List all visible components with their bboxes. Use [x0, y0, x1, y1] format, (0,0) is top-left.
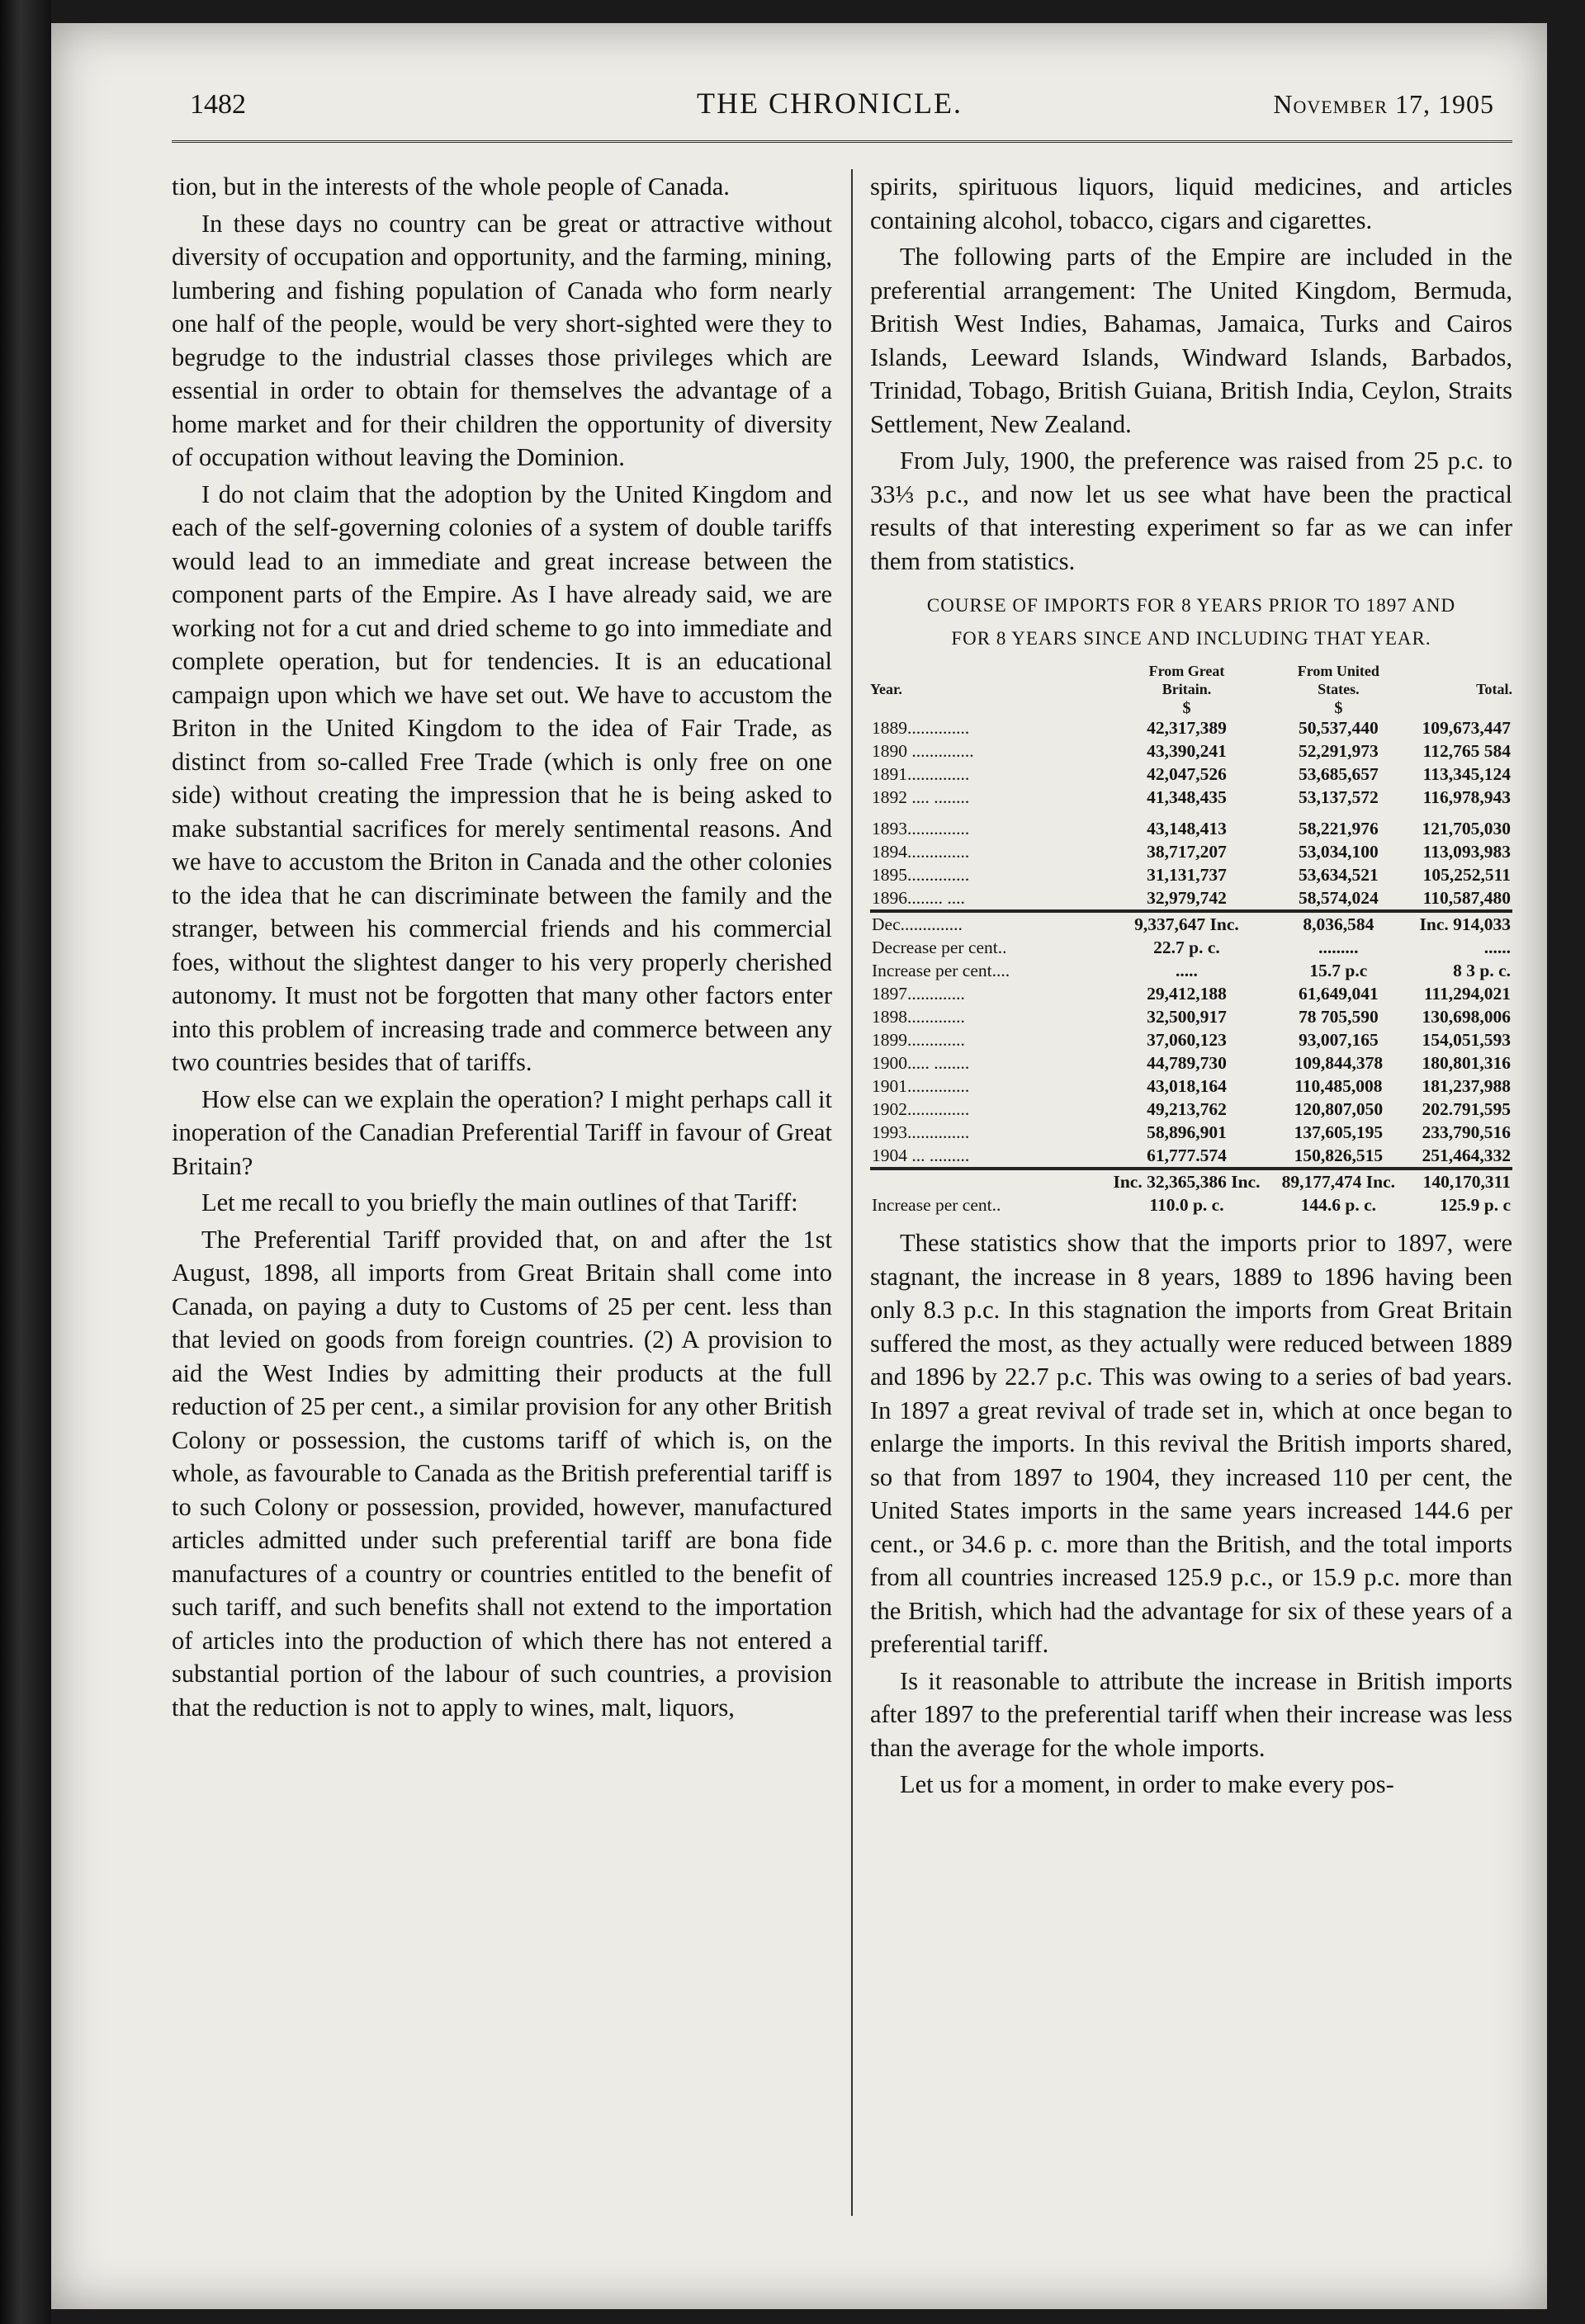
table-cell-gb: 29,412,188	[1147, 984, 1227, 1004]
table-cell-us: 109,844,378	[1294, 1053, 1384, 1073]
table-cell-us: .........	[1318, 938, 1359, 957]
table-cell-year: 1891..............	[872, 764, 970, 784]
table-cell-year: Increase per cent..	[872, 1195, 1001, 1215]
table-cell-total: 121,705,030	[1422, 819, 1511, 838]
table-cell-total: 251,464,332	[1422, 1145, 1511, 1165]
paragraph: spirits, spirituous liquors, liquid medicines, and articles containing alcohol, tobacco, cigars and cigarettes.	[870, 172, 1512, 234]
table-row	[870, 886, 1512, 911]
table-cell-year: 1900..... ........	[872, 1053, 970, 1073]
table-title-line: FOR 8 YEARS SINCE AND INCLUDING THAT YEAR.	[951, 628, 1431, 649]
table-cell-total: 109,673,447	[1422, 718, 1511, 738]
table-cell-year: Dec..............	[870, 911, 1101, 936]
table-cell-year: 1899.............	[872, 1030, 965, 1050]
table-row	[870, 1121, 1512, 1144]
table-cell-us: 53,034,100	[1298, 842, 1379, 862]
left-column	[172, 170, 832, 1727]
table-cell-gb: 32,500,917	[1147, 1007, 1227, 1027]
table-row	[870, 1169, 1512, 1193]
column-divider	[851, 169, 853, 2216]
table-cell-us: 137,605,195	[1294, 1122, 1384, 1142]
table-row	[870, 716, 1512, 739]
table-cell-us: 8,036,584	[1272, 911, 1405, 936]
table-cell-total: ......	[1483, 938, 1511, 957]
table-cell-us: 150,826,515	[1294, 1145, 1384, 1165]
table-row	[870, 1028, 1512, 1051]
table-row	[870, 1144, 1512, 1169]
paragraph: I do not claim that the adoption by the United Kingdom and each of the self-governing colonies of a system of double tariffs would lead to an immediate and great increase between the component parts of the Empire. As I have already said, we are working not for a cut and dried scheme to go into immediate and complete operation, but for tendencies. It is an educational campaign upon which we have set out. We have to accustom the Briton in the United Kingdom to the idea of Fair Trade, as distinct from so-called Free Trade (which is only free on one side) without creating the impression that he is being asked to make substantial sacrifices for merely sentimental reasons. And we have to accustom the Briton in Canada and the other colonies to the idea that he can discriminate between the family and the stranger, between his commercial friends and his commercial foes, without the slightest danger to his very properly cherished autonomy. It must not be forgotten that many other factors enter into this problem of increasing trade and commerce between any two countries besides that of tariffs.	[172, 479, 832, 1076]
table-cell-year: 1993..............	[872, 1122, 970, 1142]
table-cell-us: 93,007,165	[1298, 1030, 1379, 1050]
table-cell-gb: 42,047,526	[1147, 764, 1227, 784]
table-cell-gb: .....	[1176, 961, 1198, 980]
page-header	[132, 81, 1527, 130]
table-cell-total: 202.791,595	[1422, 1099, 1511, 1119]
table-row	[870, 840, 1512, 863]
right-column	[870, 170, 1512, 1805]
table-cell-gb: 37,060,123	[1147, 1030, 1227, 1050]
table-cell-total: 140,170,311	[1405, 1169, 1512, 1193]
currency-row	[870, 700, 1512, 716]
table-cell-gb: 38,717,207	[1147, 842, 1227, 862]
table-row	[870, 911, 1512, 936]
table-cell-total: 125.9 p. c	[1440, 1195, 1511, 1215]
table-cell-year: 1889..............	[872, 718, 970, 738]
table-cell-gb: 110.0 p. c.	[1149, 1195, 1224, 1215]
table-cell-total: 116,978,943	[1422, 787, 1511, 807]
table-cell-us: 58,574,024	[1298, 888, 1379, 908]
table-row	[870, 786, 1512, 809]
table-header-row	[870, 662, 1512, 700]
table-cell-us: 110,485,008	[1294, 1076, 1383, 1096]
table-cell-total: 181,237,988	[1422, 1076, 1511, 1096]
table-cell-year: 1894..............	[872, 842, 970, 862]
table-cell-total: 105,252,511	[1422, 865, 1511, 885]
table-cell-us: 144.6 p. c.	[1300, 1195, 1377, 1215]
table-cell-total: 111,294,021	[1423, 984, 1511, 1004]
table-cell-total: 113,345,124	[1422, 764, 1511, 784]
table-cell-gb: 31,131,737	[1147, 865, 1227, 885]
table-cell-gb: 42,317,389	[1147, 718, 1227, 738]
table-cell-total: 180,801,316	[1422, 1053, 1511, 1073]
paragraph: These statistics show that the imports prior to 1897, were stagnant, the increase in 8 years, 1889 to 1896 having been only 8.3 p.c. In this stagnation the imports from Great Britain suffered the most, as they actually were reduced between 1889 and 1896 by 22.7 p.c. This was owing to a series of bad years. In 1897 a great revival of trade set in, which at once began to enlarge the imports. In this revival the British imports shared, so that from 1897 to 1904, they increased 110 per cent, the United States imports in the same years increased 144.6 per cent., or 34.6 p. c. more than the British, and the total imports from all countries increased 125.9 p.c., or 15.9 p.c. more than the British, which had the advantage for six of these years of a preferential tariff.	[870, 1229, 1512, 1658]
paragraph: The following parts of the Empire are included in the preferential arrangement: The United Kingdom, Bermuda, British West Indies, Bahamas, Jamaica, Turks and Cairos Islands, Leeward Islands, Windward Islands, Barbados, Trinidad, Tobago, British Guiana, British India, Ceylon, Straits Settlement, New Zealand.	[870, 243, 1512, 438]
table-cell-gb: 61,777.574	[1147, 1145, 1227, 1165]
table-cell-gb: 49,213,762	[1147, 1099, 1227, 1119]
table-cell-year: 1901..............	[872, 1076, 970, 1096]
table-cell-us: 89,177,474 Inc.	[1272, 1169, 1405, 1193]
table-cell-total: 233,790,516	[1422, 1122, 1511, 1142]
column-header-year: Year.	[870, 681, 902, 697]
paragraph: Is it reasonable to attribute the increase in British imports after 1897 to the preferential tariff when their increase was less than the average for the whole imports.	[870, 1666, 1512, 1762]
issue-date: November 17, 1905	[1273, 89, 1494, 119]
table-cell-year: 1904 ... .........	[872, 1145, 970, 1165]
table-row	[870, 1098, 1512, 1121]
table-cell-total: 110,587,480	[1422, 888, 1511, 908]
paragraph: tion, but in the interests of the whole people of Canada.	[172, 172, 730, 201]
table-row	[870, 1075, 1512, 1098]
table-row	[870, 863, 1512, 886]
table-cell-gb: Inc. 32,365,386 Inc.	[1101, 1169, 1272, 1193]
table-row	[870, 936, 1512, 959]
table-cell-total: 113,093,983	[1422, 842, 1511, 862]
table-cell-us: 50,537,440	[1298, 718, 1379, 738]
table-cell-us: 61,649,041	[1298, 984, 1379, 1004]
table-cell-us: 15.7 p.c	[1309, 961, 1368, 980]
table-row	[870, 959, 1512, 982]
table-cell-gb: 32,979,742	[1147, 888, 1227, 908]
table-cell-year: 1892 .... ........	[872, 787, 970, 807]
table-cell-gb: 43,390,241	[1147, 741, 1227, 761]
table-cell-year: 1896........ ....	[872, 888, 965, 908]
column-header-great-britain: From Great Britain.	[1148, 663, 1225, 697]
table-cell-gb: 44,789,730	[1147, 1053, 1227, 1073]
table-row	[870, 763, 1512, 786]
table-cell-gb: 9,337,647 Inc.	[1101, 911, 1272, 936]
table-cell-total: Inc. 914,033	[1405, 911, 1512, 936]
table-row	[870, 1193, 1512, 1216]
table-cell-total: 112,765 584	[1422, 741, 1511, 761]
page-number: 1482	[190, 89, 246, 120]
table-cell-year: 1893..............	[872, 819, 970, 838]
table-cell-us: 53,137,572	[1298, 787, 1379, 807]
table-row	[870, 982, 1512, 1005]
table-cell-year: 1890 ..............	[872, 741, 974, 761]
header-rule	[172, 140, 1512, 143]
table-cell-total: 130,698,006	[1422, 1007, 1511, 1027]
table-cell-us: 53,685,657	[1298, 764, 1379, 784]
table-cell-year: 1895..............	[872, 865, 970, 885]
table-cell-us: 58,221,976	[1298, 819, 1379, 838]
paragraph: Let me recall to you briefly the main outlines of that Tariff:	[201, 1188, 798, 1216]
table-row	[870, 1005, 1512, 1028]
table-cell-year	[870, 1169, 1101, 1193]
table-row	[870, 809, 1512, 840]
post-table-text	[870, 1226, 1512, 1802]
table-cell-total: 154,051,593	[1422, 1030, 1511, 1050]
table-cell-us: 53,634,521	[1298, 865, 1379, 885]
journal-title: THE CHRONICLE.	[697, 87, 963, 120]
table-cell-gb: 43,018,164	[1147, 1076, 1227, 1096]
column-header-total: Total.	[1476, 681, 1512, 697]
table-row	[870, 1051, 1512, 1075]
paragraph: Let us for a moment, in order to make every pos-	[900, 1770, 1394, 1798]
currency-symbol: $	[1182, 699, 1191, 717]
table-cell-year: 1897.............	[872, 984, 965, 1004]
paragraph: From July, 1900, the preference was raised from 25 p.c. to 33⅓ p.c., and now let us see what have been the practical results of that interesting experiment so far as we can infer them from statistics.	[870, 446, 1512, 575]
column-header-united-states: From United States.	[1297, 663, 1379, 697]
table-title-line: COURSE OF IMPORTS FOR 8 YEARS PRIOR TO 1897 AND	[926, 595, 1456, 616]
table-title	[870, 589, 1512, 655]
table-cell-year: 1898.............	[872, 1007, 965, 1027]
table-row	[870, 739, 1512, 763]
table-cell-gb: 43,148,413	[1147, 819, 1227, 838]
table-cell-year: 1902..............	[872, 1099, 970, 1119]
table-cell-gb: 58,896,901	[1147, 1122, 1227, 1142]
table-cell-year: Decrease per cent..	[872, 938, 1007, 957]
table-cell-gb: 22.7 p. c.	[1153, 938, 1220, 957]
paragraph: How else can we explain the operation? I might perhaps call it inoperation of the Canadian Preferential Tariff in favour of Great Britain?	[172, 1084, 832, 1180]
table-cell-us: 78 705,590	[1298, 1007, 1379, 1027]
table-cell-us: 120,807,050	[1294, 1099, 1384, 1119]
book-spine	[0, 0, 51, 2324]
table-cell-total: 8 3 p. c.	[1453, 961, 1511, 980]
paragraph: In these days no country can be great or attractive without diversity of occupation and opportunity, and the farming, mining, lumbering and fishing population of Canada who form nearly one half of the people, would be very short-sighted were they to begrudge to the industrial classes those privileges which are essential in order to obtain for themselves the advantage of a home market and for their children the opportunity of diversity of occupation without leaving the Dominion.	[172, 209, 832, 471]
currency-symbol: $	[1334, 699, 1343, 717]
table-cell-us: 52,291,973	[1298, 741, 1379, 761]
imports-table	[870, 662, 1512, 1216]
table-cell-gb: 41,348,435	[1147, 787, 1227, 807]
table-cell-year: Increase per cent....	[872, 961, 1010, 980]
paragraph: The Preferential Tariff provided that, on and after the 1st August, 1898, all imports from Great Britain shall come into Canada, on paying a duty to Customs of 25 per cent. less than that levied on goods from foreign countries. (2) A provision to aid the West Indies by admitting their products at the full reduction of 25 per cent., a similar provision for any other British Colony or possession, the customs tariff of which is, on the whole, as favourable to Canada as the British preferential tariff is to such Colony or possession, provided, however, manufactured articles admitted under such preferential tariff are bona fide manufactures of a country or countries entitled to the benefit of such tariff, and such benefits shall not extend to the importation of articles into the production of which there has not entered a substantial portion of the labour of such countries, a provision that the reduction is not to apply to wines, malt, liquors,	[172, 1225, 832, 1722]
